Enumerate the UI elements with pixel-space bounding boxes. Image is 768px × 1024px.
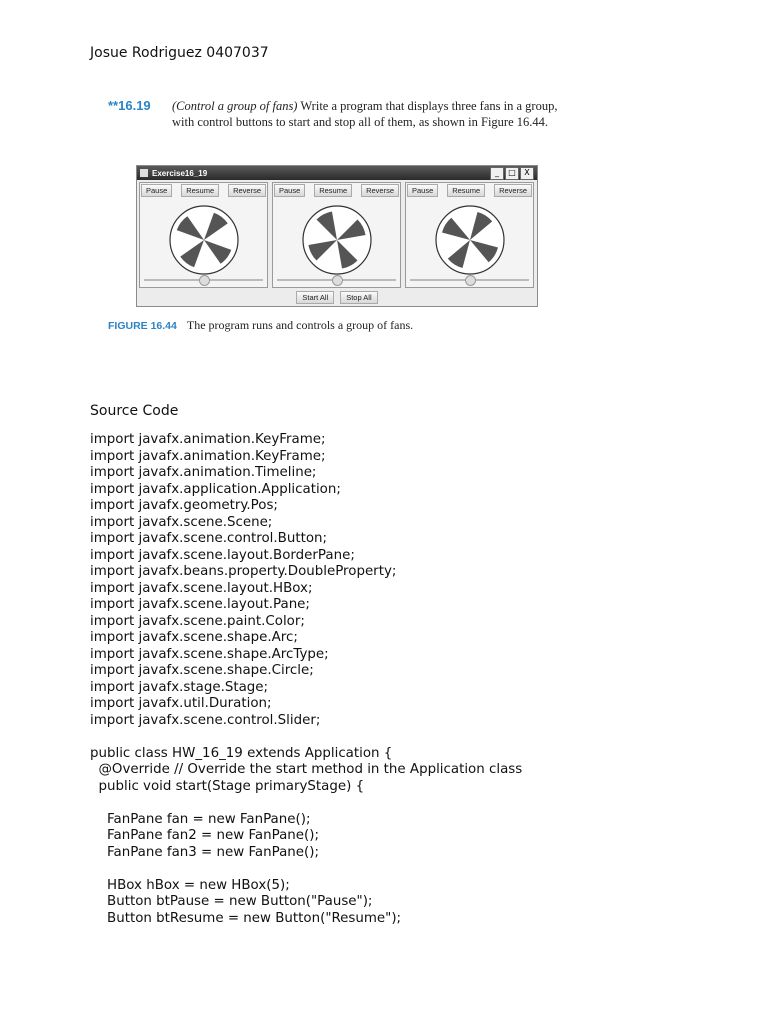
reverse-button[interactable]: Reverse [228,184,266,197]
fan-icon [432,202,508,278]
speed-slider[interactable] [410,279,529,281]
caption-text: The program runs and controls a group of fans. [186,318,414,332]
code-line: HBox hBox = new HBox(5); [90,877,290,893]
fan-icon [166,202,242,278]
code-line: import javafx.scene.paint.Color; [90,613,305,629]
code-line: import javafx.scene.control.Button; [90,531,328,546]
exercise-topic: (Control a group of fans) [172,99,298,113]
close-icon[interactable]: X [520,167,534,180]
code-line: import javafx.scene.layout.BorderPane; [90,547,355,563]
window-app-icon [140,169,148,177]
code-line: import javafx.scene.shape.Arc; [90,630,298,645]
reverse-button[interactable]: Reverse [361,184,399,197]
code-line: public void start(Stage primaryStage) { [90,778,365,794]
code-line: import javafx.scene.control.Slider; [90,712,321,728]
minimize-icon[interactable]: _ [490,167,504,180]
code-line: import javafx.animation.Timeline; [90,465,317,480]
code-line: import javafx.scene.shape.Circle; [90,663,314,678]
code-line [90,795,522,812]
exercise-text-line1: Write a program that displays three fans in a group, [297,99,558,113]
start-all-button[interactable]: Start All [296,291,334,304]
code-line: import javafx.util.Duration; [90,696,272,711]
window-title: Exercise16_19 [152,168,208,178]
code-line [90,861,522,878]
code-line: FanPane fan = new FanPane(); [90,811,311,827]
code-line: Button btResume = new Button("Resume"); [90,910,402,926]
maximize-icon[interactable]: □ [505,167,519,180]
code-line: import javafx.scene.layout.HBox; [90,580,313,596]
slider-thumb[interactable] [199,275,210,286]
resume-button[interactable]: Resume [314,184,352,197]
speed-slider[interactable] [277,279,396,281]
code-line: import javafx.animation.KeyFrame; [90,448,326,464]
code-line: import javafx.geometry.Pos; [90,498,278,513]
code-line [90,729,522,746]
fan-pane-3 [405,182,534,288]
author-header: Josue Rodriguez 0407037 [90,45,269,61]
code-line: import javafx.beans.property.DoubleProperty; [90,564,397,579]
pause-button[interactable]: Pause [141,184,172,197]
code-line: FanPane fan3 = new FanPane(); [90,844,319,860]
fan-icon [299,202,375,278]
source-code-block [90,432,522,927]
code-line: import javafx.scene.layout.Pane; [90,597,310,612]
speed-slider[interactable] [144,279,263,281]
code-line: import javafx.scene.shape.ArcType; [90,646,329,662]
code-line: import javafx.stage.Stage; [90,679,269,695]
slider-thumb[interactable] [332,275,343,286]
reverse-button[interactable]: Reverse [494,184,532,197]
exercise-statement [108,98,588,130]
exercise-text [172,98,588,130]
stop-all-button[interactable]: Stop All [340,291,377,304]
code-line: import javafx.application.Application; [90,481,341,497]
exercise-text-line2: with control buttons to start and stop all of them, as shown in Figure 16.44. [172,115,549,129]
exercise-number: **16.19 [108,98,151,113]
source-code-heading: Source Code [90,403,179,419]
resume-button[interactable]: Resume [181,184,219,197]
code-line: public class HW_16_19 extends Application { [90,745,393,761]
code-line: import javafx.animation.KeyFrame; [90,432,326,447]
pause-button[interactable]: Pause [407,184,438,197]
window-titlebar [137,166,537,180]
caption-label: FIGURE 16.44 [108,320,177,332]
code-line: FanPane fan2 = new FanPane(); [90,828,319,843]
figure-caption [108,318,413,333]
figure-window [136,165,538,307]
code-line: import javafx.scene.Scene; [90,514,273,530]
fan-pane-2 [272,182,401,288]
slider-thumb[interactable] [465,275,476,286]
code-line: @Override // Override the start method in the Application class [90,762,523,777]
resume-button[interactable]: Resume [447,184,485,197]
pause-button[interactable]: Pause [274,184,305,197]
code-line: Button btPause = new Button("Pause"); [90,894,373,909]
fan-pane-1 [139,182,268,288]
